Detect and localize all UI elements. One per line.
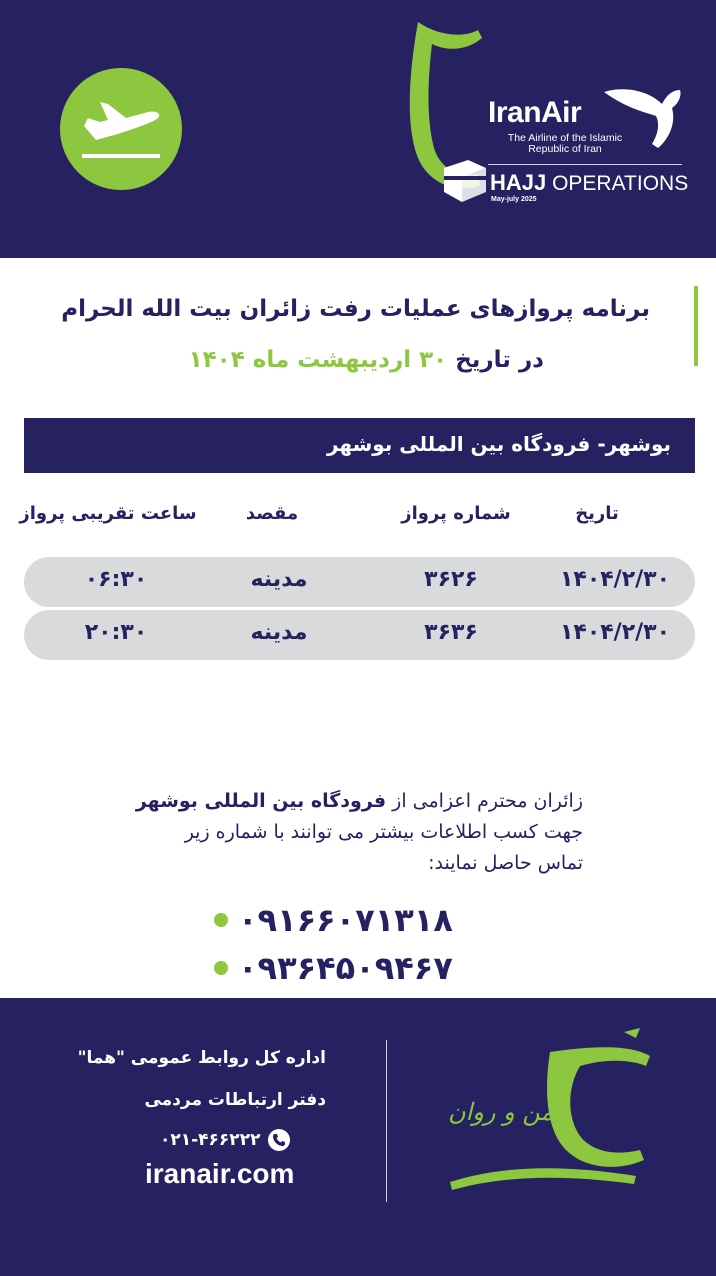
contact-line-1	[103, 786, 583, 817]
website-link[interactable]: iranair.com	[145, 1158, 295, 1189]
homa-bird-logo	[600, 82, 686, 154]
page-title: برنامه پروازهای عملیات رفت زائران بیت الله الحرام	[61, 296, 650, 322]
brand-divider	[488, 164, 682, 165]
footer	[0, 998, 716, 1276]
brand-tagline: The Airline of the Islamic Republic of Iran	[507, 132, 623, 155]
row-time: ۲۰:۳۰	[84, 620, 148, 645]
contact-line-3: تماس حاصل نمایند:	[428, 852, 583, 874]
row-flight-number: ۳۶۲۶	[424, 567, 478, 592]
bullet-dot	[214, 913, 228, 927]
header-departure-time: ساعت تقریبی پرواز	[19, 503, 197, 524]
table-row	[24, 557, 695, 607]
footer-office: دفتر ارتباطات مردمی	[144, 1090, 326, 1110]
hajj-operations-title	[490, 170, 688, 196]
contact-airport: فرودگاه بین المللی بوشهر	[135, 790, 387, 812]
operations-dates: May-july 2025	[491, 196, 537, 203]
row-flight-number: ۳۶۳۶	[424, 620, 478, 645]
plane-departure-icon	[78, 88, 164, 170]
airport-banner	[24, 418, 695, 473]
airport-name: بوشهر- فرودگاه بین المللی بوشهر	[326, 432, 671, 456]
hajj-kaaba-mark	[398, 18, 488, 218]
header-date: تاریخ	[575, 503, 619, 524]
header	[0, 0, 716, 258]
operations-word: OPERATIONS	[546, 172, 689, 195]
row-date: ۱۴۰۴/۲/۳۰	[559, 567, 671, 592]
table-row	[24, 610, 695, 660]
brand-name: IranAir	[488, 96, 582, 129]
footer-divider	[386, 1040, 387, 1202]
calligraphy-text: ایمن و روان	[448, 1098, 568, 1126]
row-date: ۱۴۰۴/۲/۳۰	[559, 620, 671, 645]
contact-line-2: جهت کسب اطلاعات بیشتر می توانند با شماره زیر	[184, 821, 583, 843]
footer-phone[interactable]	[160, 1126, 290, 1154]
header-destination: مقصد	[245, 503, 299, 524]
title-accent-bar	[694, 286, 698, 366]
contact-phone-1[interactable]	[214, 898, 453, 942]
bullet-dot	[214, 961, 228, 975]
footer-phone-number: ۰۲۱-۴۶۶۲۲۲	[160, 1130, 261, 1150]
hajj-word: HAJJ	[490, 170, 547, 195]
title-date-prefix: در تاریخ	[447, 347, 544, 373]
plane-badge	[60, 68, 182, 190]
title-date-line	[189, 347, 544, 373]
title-date: ۳۰ اردیبهشت ماه ۱۴۰۴	[188, 347, 448, 373]
phone-icon	[268, 1129, 290, 1151]
footer-department: اداره کل روابط عمومی "هما"	[77, 1048, 326, 1068]
row-time: ۰۶:۳۰	[84, 567, 148, 592]
contact-info	[103, 786, 583, 879]
phone-number: ۰۹۳۶۴۵۰۹۴۶۷	[238, 949, 453, 987]
contact-phone-2[interactable]	[214, 946, 453, 990]
header-flight-number: شماره پرواز	[401, 503, 511, 524]
phone-number: ۰۹۱۶۶۰۷۱۳۱۸	[238, 901, 453, 939]
row-destination: مدینه	[250, 567, 308, 592]
row-destination: مدینه	[250, 620, 308, 645]
contact-prefix: زائران محترم اعزامی از	[386, 790, 583, 812]
